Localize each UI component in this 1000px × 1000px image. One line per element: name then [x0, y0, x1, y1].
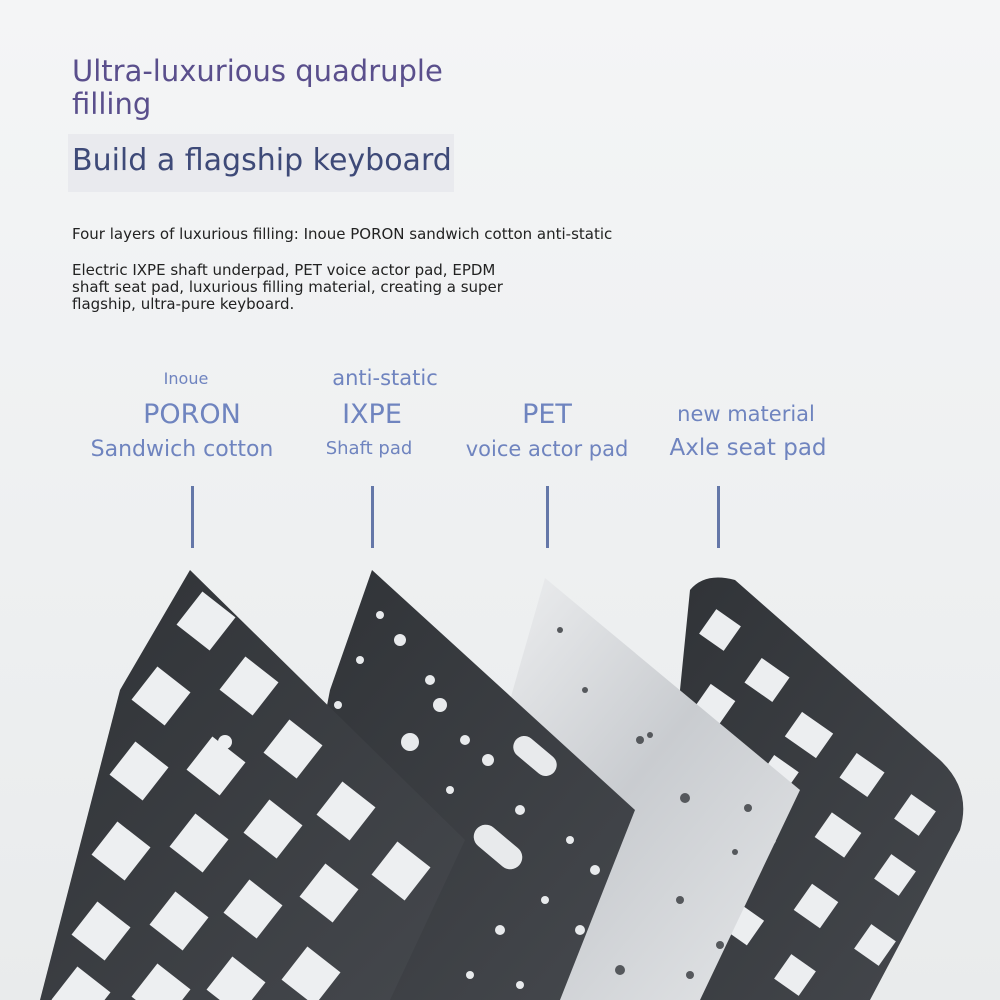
- layer-1-caption: Sandwich cotton: [90, 437, 274, 462]
- layer-4-name: new material: [677, 402, 815, 426]
- description-line-2: Electric IXPE shaft underpad, PET voice actor pad, EPDM shaft seat pad, luxurious filling material, creating a super flagship, ultra-pure keyboard.: [72, 261, 503, 313]
- layer-3-caption: voice actor pad: [465, 437, 629, 461]
- layer-1-name: PORON: [143, 399, 241, 430]
- layer-3-name: PET: [522, 399, 572, 430]
- layer-2-top-label: anti-static: [332, 366, 438, 390]
- page-title: Ultra-luxurious quadruple filling: [72, 54, 443, 121]
- layer-1-top-label: Inoue: [163, 369, 209, 388]
- layer-2-name: IXPE: [342, 399, 402, 430]
- description-line-1: Four layers of luxurious filling: Inoue PORON sandwich cotton anti-static: [72, 225, 613, 243]
- page-subtitle: Build a flagship keyboard: [72, 143, 452, 178]
- layer-2-caption: Shaft pad: [325, 438, 413, 459]
- layer-4-caption: Axle seat pad: [669, 435, 827, 461]
